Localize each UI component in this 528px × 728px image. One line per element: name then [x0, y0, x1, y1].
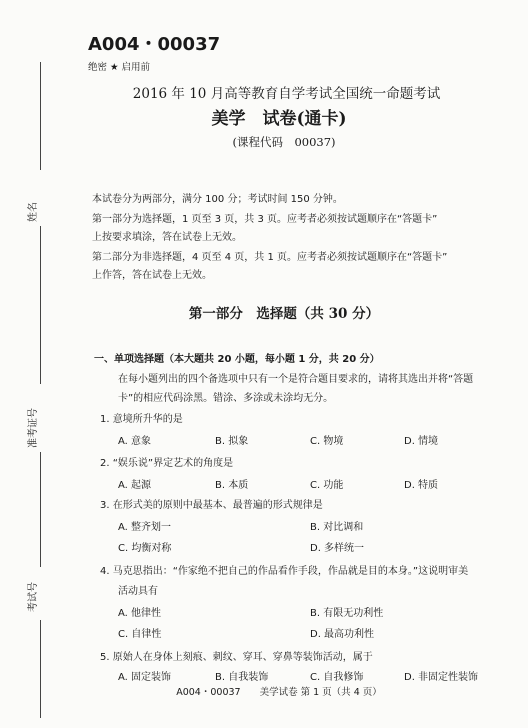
question-1-option-b: B. 拟象 [215, 436, 249, 447]
question-5-option-b: B. 自我装饰 [215, 672, 269, 683]
subject-title: 美学 试卷(通卡) [211, 109, 347, 129]
note-line-5: 上作答，答在试卷上无效。 [92, 270, 212, 281]
paper-code: A004・00037 [88, 34, 221, 55]
question-4-stem: 4. 马克思指出：“作家绝不把自己的作品看作手段，作品就是目的本身。”这说明审美 [100, 566, 469, 577]
instruction-line-1: 在每小题列出的四个备选项中只有一个是符合题目要求的，请将其选出并将“答题 [118, 374, 474, 385]
part-one-title: 第一部分 选择题（共 30 分） [188, 306, 380, 322]
question-5-option-a: A. 固定装饰 [118, 672, 172, 683]
question-1-stem: 1. 意境所升华的是 [100, 414, 183, 425]
question-4-stem-continued: 活动具有 [118, 586, 158, 597]
question-1-option-a: A. 意象 [118, 436, 152, 447]
note-line-2: 第一部分为选择题，1 页至 3 页，共 3 页。应考者必须按试题顺序在“答题卡” [92, 214, 438, 225]
confidentiality-mark: 绝密 ★ 启用前 [88, 62, 151, 73]
question-5-option-d: D. 非固定性装饰 [404, 672, 479, 683]
question-4-option-c: C. 自律性 [118, 629, 162, 640]
note-line-3: 上按要求填涂，答在试卷上无效。 [92, 232, 242, 243]
margin-line-4 [40, 620, 41, 718]
question-3-stem: 3. 在形式美的原则中最基本、最普遍的形式规律是 [100, 500, 323, 511]
question-5-option-c: C. 自我修饰 [310, 672, 364, 683]
question-1-option-c: C. 物境 [310, 436, 344, 447]
question-2-option-c: C. 功能 [310, 480, 344, 491]
course-code: (课程代码 00037) [232, 135, 336, 149]
note-line-4: 第二部分为非选择题，4 页至 4 页，共 1 页。应考者必须按试题顺序在“答题卡” [92, 252, 448, 263]
name-label: 姓名 [28, 202, 39, 222]
question-5-stem: 5. 原始人在身体上刻痕、刺纹、穿耳、穿鼻等装饰活动，属于 [100, 652, 373, 663]
question-4-option-a: A. 他律性 [118, 608, 162, 619]
exam-title: 2016 年 10 月高等教育自学考试全国统一命题考试 [132, 86, 441, 102]
page-footer: A004・00037 美学试卷 第 1 页（共 4 页） [176, 687, 382, 698]
note-line-1: 本试卷分为两部分，满分 100 分；考试时间 150 分钟。 [92, 194, 343, 205]
section-heading: 一、单项选择题（本大题共 20 小题，每小题 1 分，共 20 分） [94, 354, 380, 365]
admission-number-label: 准考证号 [28, 408, 39, 448]
question-4-option-b: B. 有限无功利性 [310, 608, 384, 619]
seat-number-label: 考试号 [28, 582, 39, 612]
question-2-option-a: A. 起源 [118, 480, 152, 491]
question-2-option-d: D. 特质 [404, 480, 439, 491]
question-3-option-d: D. 多样统一 [310, 543, 365, 554]
question-4-option-d: D. 最高功利性 [310, 629, 375, 640]
instruction-line-2: 卡”的相应代码涂黑。错涂、多涂或未涂均无分。 [118, 393, 334, 404]
margin-line-3 [40, 452, 41, 567]
question-2-stem: 2. “娱乐说”界定艺术的角度是 [100, 458, 234, 469]
question-1-option-d: D. 情境 [404, 436, 439, 447]
question-3-option-a: A. 整齐划一 [118, 522, 172, 533]
question-2-option-b: B. 本质 [215, 480, 249, 491]
question-3-option-b: B. 对比调和 [310, 522, 364, 533]
question-3-option-c: C. 均衡对称 [118, 543, 172, 554]
